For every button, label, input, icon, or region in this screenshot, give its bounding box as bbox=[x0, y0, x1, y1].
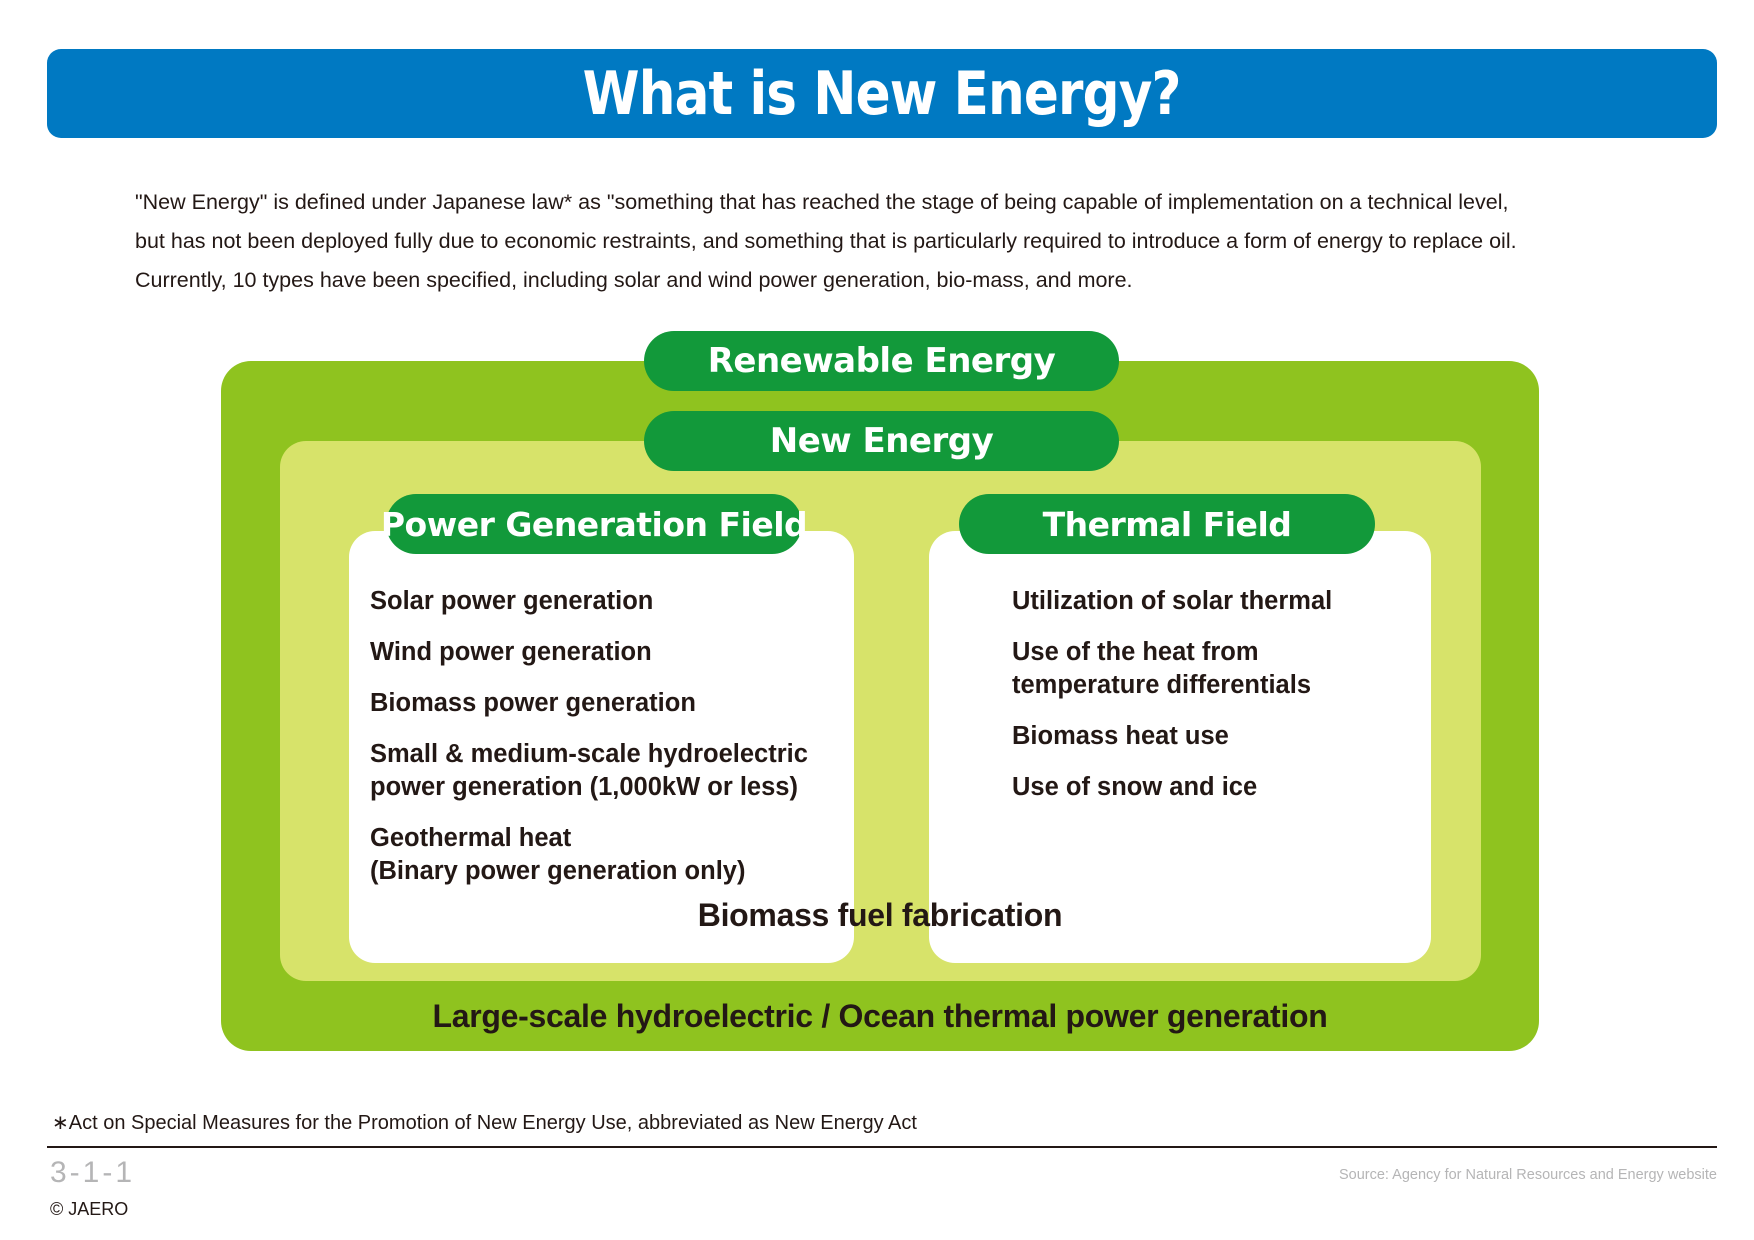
intro-line: but has not been deployed fully due to economic restraints, and something that is particularly required to introduce a form of energy to replace oil. bbox=[135, 229, 1517, 253]
list-item: Wind power generation bbox=[370, 638, 652, 666]
large-scale-label: Large-scale hydroelectric / Ocean thermal power generation bbox=[432, 998, 1328, 1034]
source-note: Source: Agency for Natural Resources and Energy website bbox=[1338, 1167, 1717, 1183]
biomass-fuel-label: Biomass fuel fabrication bbox=[697, 897, 1063, 933]
renewable-energy-label: Renewable Energy bbox=[644, 331, 1119, 391]
page-title: What is New Energy? bbox=[583, 58, 1181, 129]
new-energy-label: New Energy bbox=[644, 411, 1119, 471]
divider bbox=[47, 1146, 1717, 1148]
list-item: Biomass heat use bbox=[1012, 722, 1229, 750]
list-item: Small & medium-scale hydroelectric power generation (1,000kW or less) bbox=[370, 740, 808, 801]
list-item: Solar power generation bbox=[370, 587, 654, 615]
intro-paragraph bbox=[135, 183, 1635, 300]
list-item: Use of snow and ice bbox=[1012, 773, 1258, 801]
title-bar bbox=[47, 49, 1717, 138]
list-item: Biomass power generation bbox=[370, 689, 696, 717]
page-number: 3-1-1 bbox=[50, 1156, 136, 1189]
copyright: © JAERO bbox=[50, 1199, 129, 1219]
thermal-field-label: Thermal Field bbox=[959, 494, 1375, 554]
intro-line: "New Energy" is defined under Japanese law* as "something that has reached the stage of being capable of implementation on a technical level, bbox=[135, 190, 1509, 214]
intro-line: Currently, 10 types have been specified, including solar and wind power generation, bio-mass, and more. bbox=[135, 268, 1133, 292]
power-generation-field-label: Power Generation Field bbox=[386, 494, 802, 554]
power-generation-list bbox=[349, 531, 854, 888]
thermal-field-list bbox=[929, 531, 1431, 804]
list-item: Use of the heat from temperature differentials bbox=[1012, 638, 1312, 699]
list-item: Utilization of solar thermal bbox=[1012, 587, 1333, 615]
list-item: Geothermal heat (Binary power generation only) bbox=[370, 824, 746, 885]
footnote: ∗Act on Special Measures for the Promotion of New Energy Use, abbreviated as New Energy Act bbox=[52, 1112, 917, 1134]
